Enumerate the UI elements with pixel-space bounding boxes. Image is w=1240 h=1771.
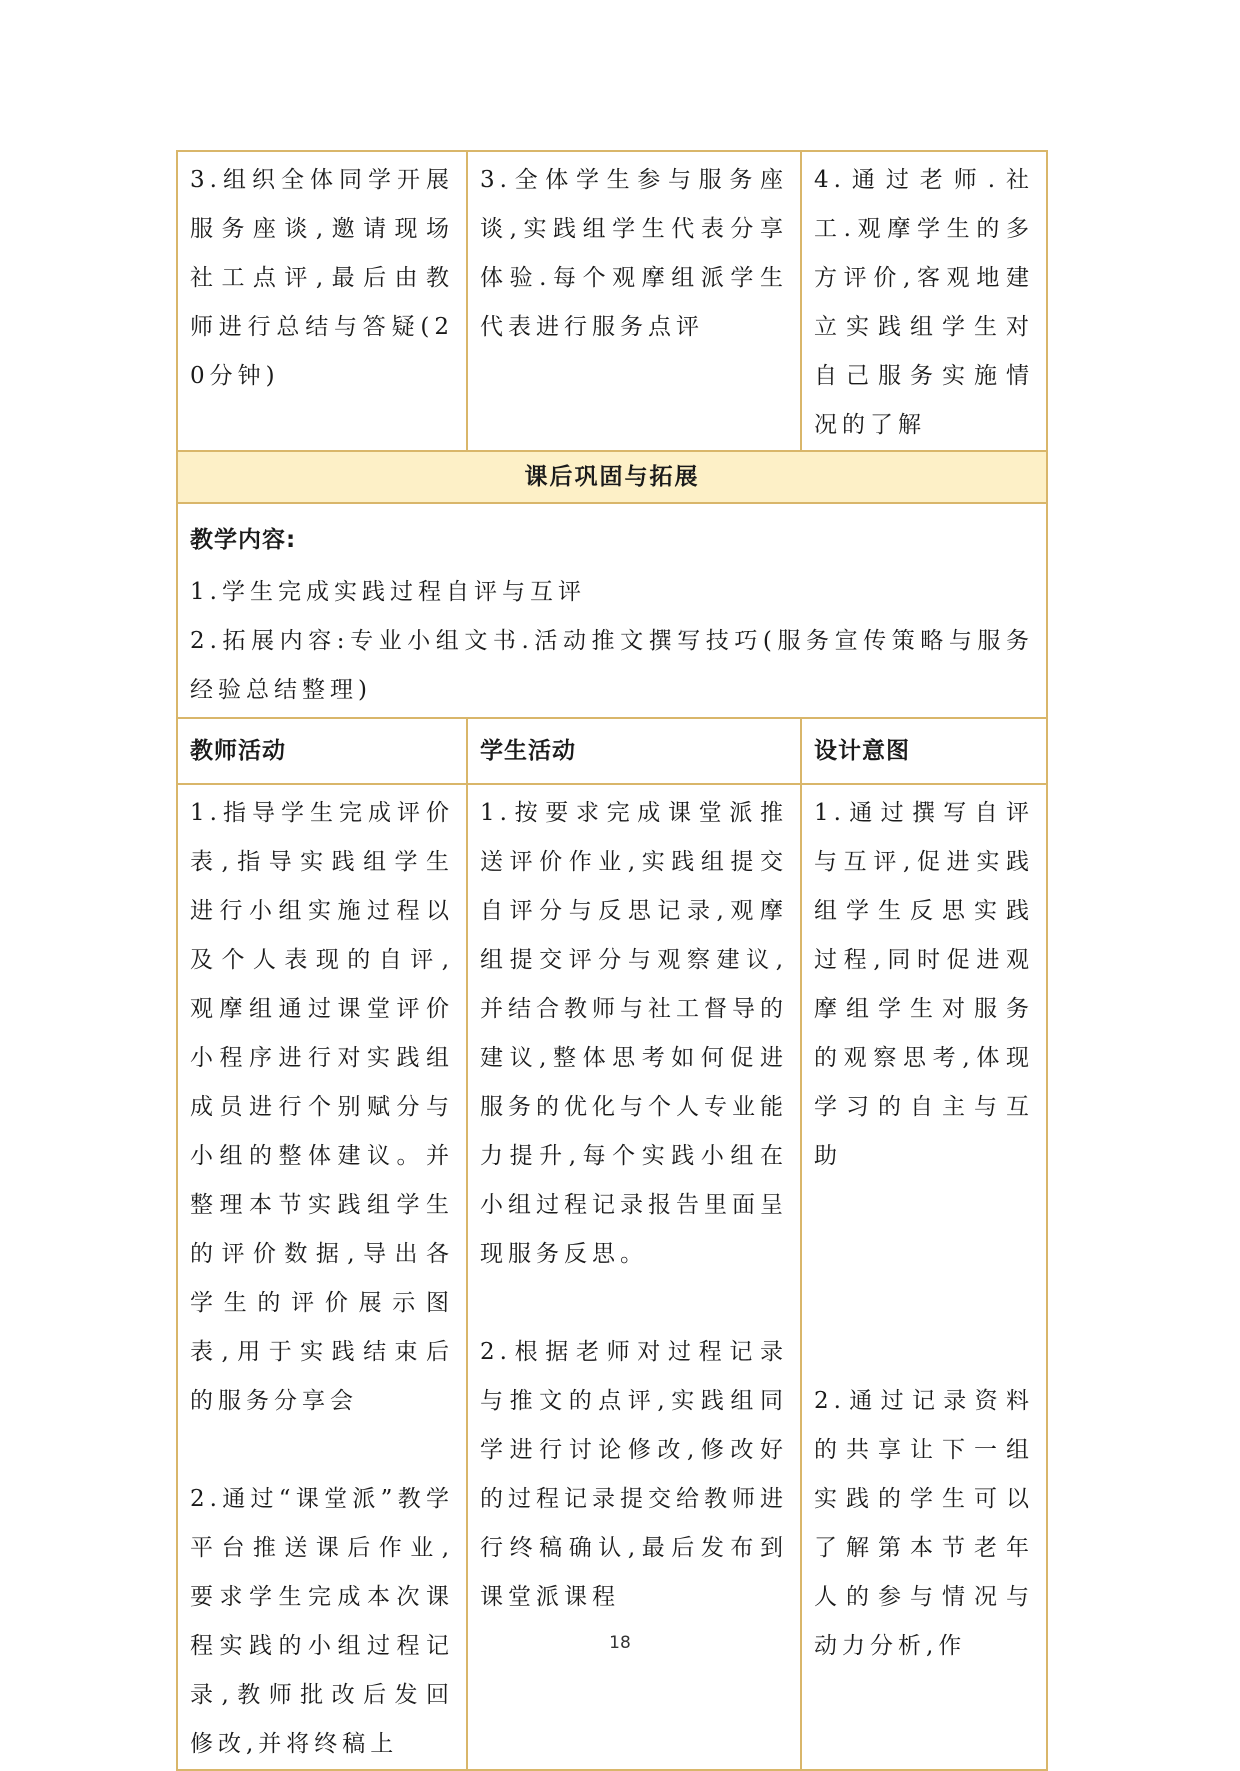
- content-line: 1.学生完成实践过程自评与互评: [190, 579, 586, 605]
- student-activity-2: 2.根据老师对过程记录与推文的点评,实践组同学进行讨论修改,修改好的过程记录提交给教师进行终稿确认,最后发布到课堂派课程: [480, 1339, 788, 1610]
- column-header-student: 学生活动: [467, 718, 801, 784]
- page-number: 18: [609, 1633, 631, 1653]
- section-title: 课后巩固与拓展: [177, 451, 1047, 503]
- content-line: 2.拓展内容:专业小组文书.活动推文撰写技巧(服务宣传策略与服务经验总结整理): [190, 628, 1034, 703]
- table-row: [177, 784, 1047, 1770]
- teacher-activity-1: 1.指导学生完成评价表,指导实践组学生进行小组实施过程以及个人表现的自评,观摩组通过课堂评价小程序进行对实践组成员进行个别赋分与小组的整体建议。并整理本节实践组学生的评价数据,导出各学生的评价展示图表,用于实践结束后的服务分享会: [190, 800, 454, 1414]
- column-header-design: 设计意图: [801, 718, 1047, 784]
- design-intent-2: 2.通过记录资料的共享让下一组实践的学生可以了解第本节老年人的参与情况与动力分析,作: [814, 1388, 1034, 1659]
- teacher-activity-cell: 3.组织全体同学开展服务座谈,邀请现场社工点评,最后由教师进行总结与答疑(20分钟): [177, 151, 467, 451]
- teacher-activity-2: 2.通过“课堂派”教学平台推送课后作业,要求学生完成本次课程实践的小组过程记录,教师批改后发回修改,并将终稿上: [190, 1486, 454, 1757]
- student-activity-cell: [467, 784, 801, 1770]
- column-header-teacher: 教师活动: [177, 718, 467, 784]
- lesson-plan-table: [176, 150, 1048, 1771]
- content-label: 教学内容:: [190, 527, 297, 553]
- teaching-content-row: [177, 503, 1047, 718]
- section-header-row: [177, 451, 1047, 503]
- teaching-content-cell: [177, 503, 1047, 718]
- design-intent-cell: 4.通过老师.社工.观摩学生的多方评价,客观地建立实践组学生对自己服务实施情况的了解: [801, 151, 1047, 451]
- student-activity-cell: 3.全体学生参与服务座谈,实践组学生代表分享体验.每个观摩组派学生代表进行服务点评: [467, 151, 801, 451]
- column-header-row: [177, 718, 1047, 784]
- table-row: [177, 151, 1047, 451]
- student-activity-1: 1.按要求完成课堂派推送评价作业,实践组提交自评分与反思记录,观摩组提交评分与观察建议,并结合教师与社工督导的建议,整体思考如何促进服务的优化与个人专业能力提升,每个实践小组在小组过程记录报告里面呈现服务反思。: [480, 800, 788, 1267]
- design-intent-1: 1.通过撰写自评与互评,促进实践组学生反思实践过程,同时促进观摩组学生对服务的观察思考,体现学习的自主与互助: [814, 800, 1034, 1169]
- design-intent-cell: [801, 784, 1047, 1770]
- teacher-activity-cell: [177, 784, 467, 1770]
